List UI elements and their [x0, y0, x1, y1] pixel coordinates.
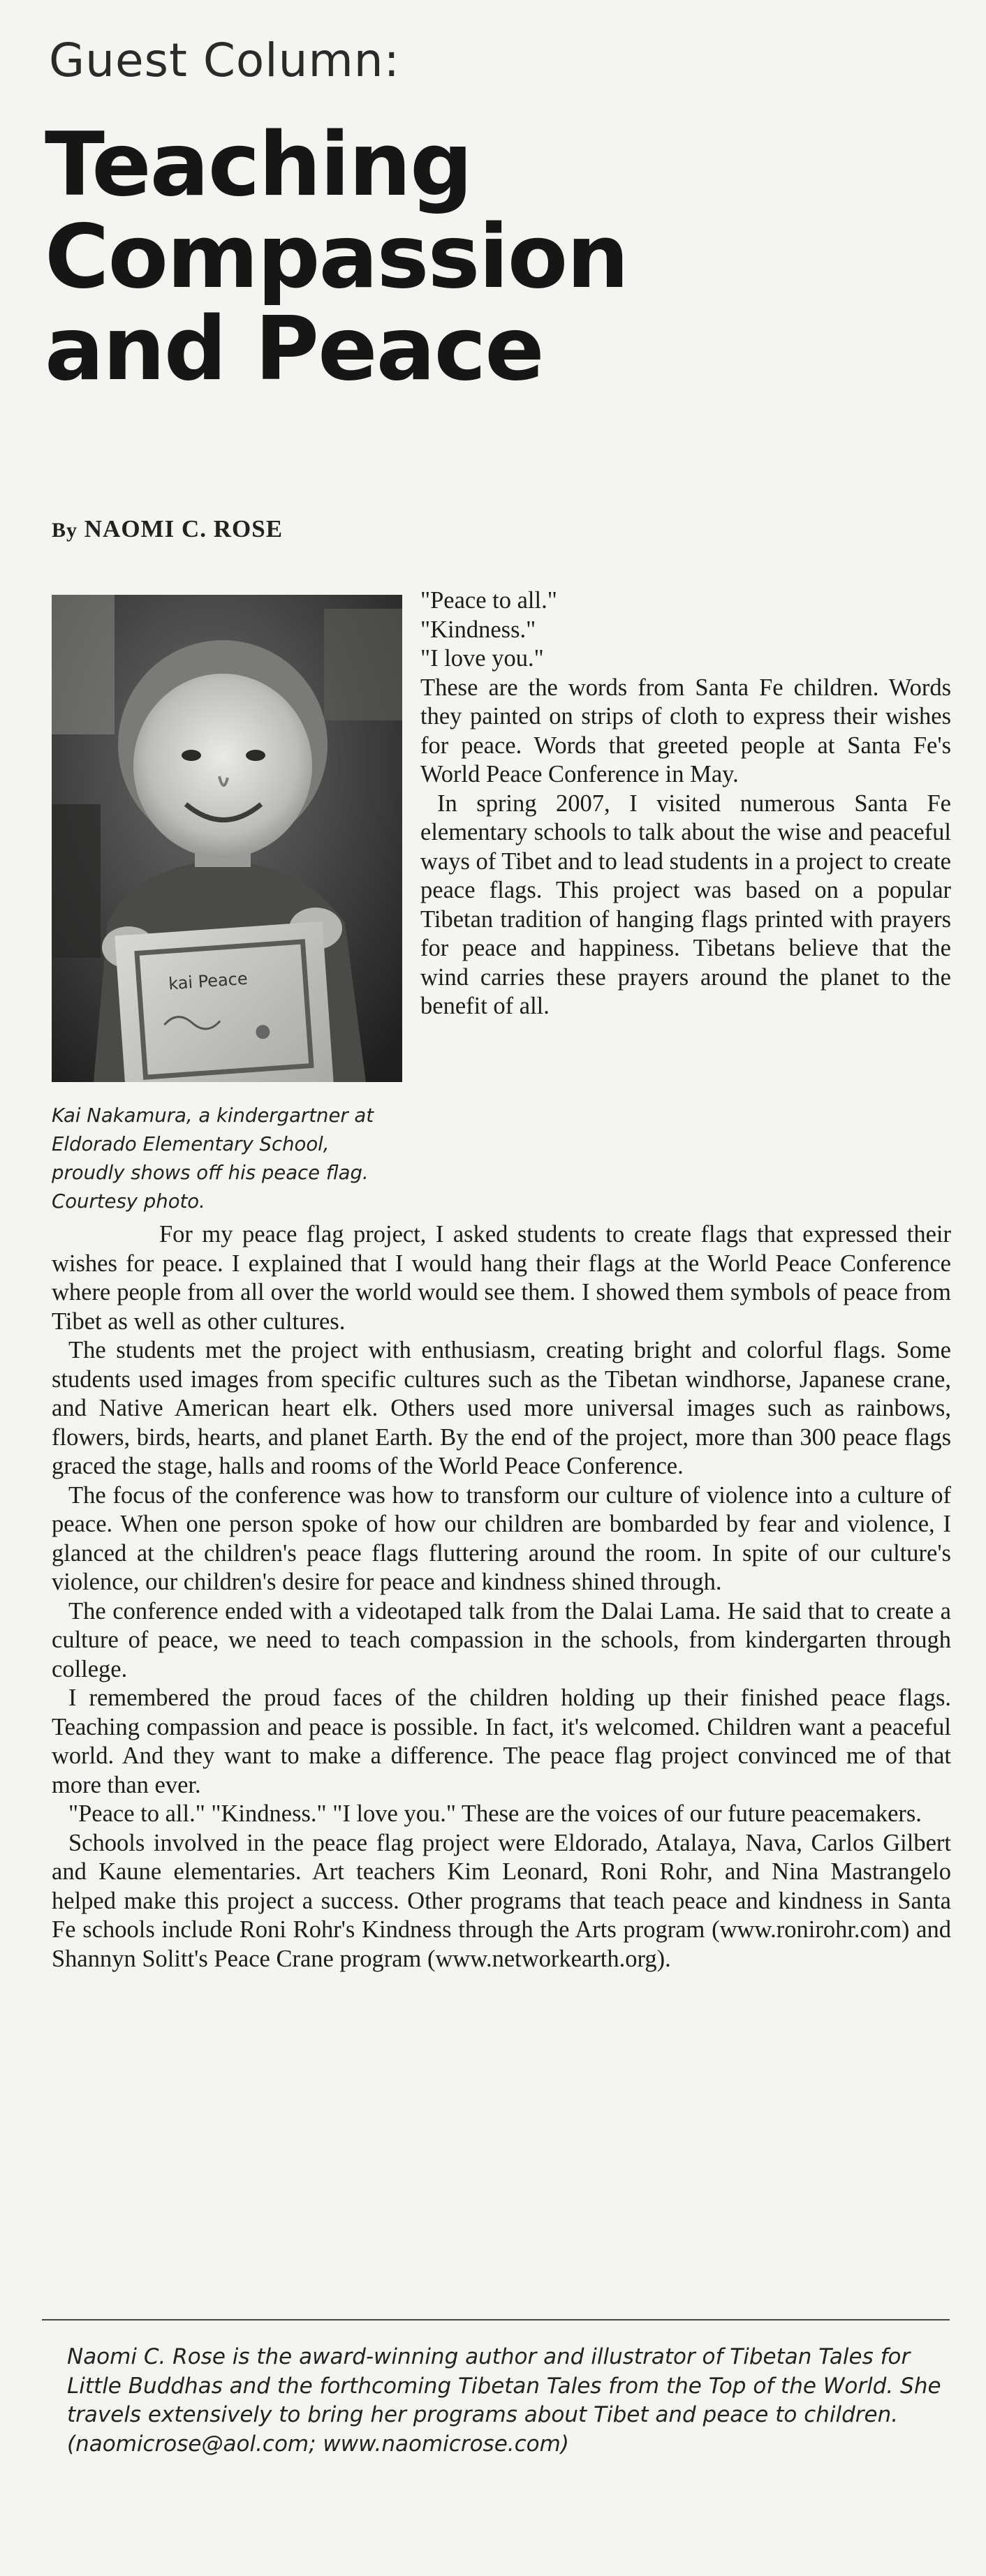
article-paragraph: The students met the project with enthusiasm, creating bright and colorful flags. Some students used images from specific cultures such as the Tibetan windhorse, Japanese crane, and Native American heart elk. Others used more universal images such as rainbows, flowers, birds, hearts, and planet Earth. By the end of the project, more than 300 peace flags graced the stage, halls and rooms of the World Peace Conference. [52, 1337, 951, 1479]
article-body [52, 1220, 951, 1974]
byline [52, 515, 283, 543]
article-paragraph: Schools involved in the peace flag project were Eldorado, Atalaya, Nava, Carlos Gilbert and Kaune elementaries. Art teachers Kim Leonard, Roni Rohr, and Nina Mastrangelo helped make this project a success. Other programs that teach peace and kindness in Santa Fe schools include Roni Rohr's Kindness through the Arts program (www.ronirohr.com) and Shannyn Solitt's Peace Crane program (www.networkearth.org). [52, 1829, 951, 1972]
article-paragraph: I remembered the proud faces of the children holding up their finished peace flags. Teaching compassion and peace is possible. In fact, it's welcomed. Children want a peaceful world. And they want to make a difference. The peace flag project convinced me of that more than ever. [52, 1685, 951, 1798]
column-kicker: Guest Column: [49, 34, 400, 87]
article-paragraph: "Peace to all." "Kindness." "I love you." These are the voices of our future peacemakers. [68, 1800, 922, 1827]
byline-author: NAOMI C. ROSE [84, 515, 284, 542]
article-paragraph: In spring 2007, I visited numerous Santa Fe elementary schools to talk about the wise and peaceful ways of Tibet and to lead students in a project to create peace flags. This project was based on a popular Tibetan tradition of hanging flags printed with prayers for peace and happiness. Tibetans believe that the wind carries these prayers around the planet to the benefit of all. [420, 790, 951, 1019]
quote-peace-to-all: "Peace to all." [420, 587, 557, 614]
article-column-top [420, 586, 951, 1021]
article-headline: Teaching Compassion and Peace [45, 113, 628, 400]
quote-kindness: "Kindness." [420, 616, 536, 643]
child-with-peace-flag-illustration [52, 595, 402, 1082]
byline-prefix: By [52, 519, 78, 542]
article-photo [52, 595, 402, 1082]
article-paragraph: The focus of the conference was how to transform our culture of violence into a culture of peace. When one person spoke of how our children are bombarded by fear and violence, I glanced at the children's peace flags fluttering around the room. In spite of our culture's violence, our children's desire for peace and kindness shined through. [52, 1481, 951, 1595]
photo-caption: Kai Nakamura, a kindergartner at Eldorado Elementary School, proudly shows off his peace flag. Courtesy photo. [52, 1104, 374, 1213]
quote-i-love-you: "I love you." [420, 645, 544, 672]
author-bio [67, 2343, 944, 2459]
article-paragraph: These are the words from Santa Fe children. Words they painted on strips of cloth to express their wishes for peace. Words that greeted people at Santa Fe's World Peace Conference in May. [420, 674, 951, 787]
divider-rule [42, 2319, 950, 2320]
author-bio-text: Naomi C. Rose is the award-winning author and illustrator of Tibetan Tales for Little Buddhas and the forthcoming Tibetan Tales from the Top of the World. She travels extensively to bring her programs about Tibet and peace to children. (naomicrose@aol.com; www.naomicrose.com) [67, 2344, 941, 2457]
article-paragraph: The conference ended with a videotaped talk from the Dalai Lama. He said that to create a culture of peace, we need to teach compassion in the schools, from kindergarten through college. [52, 1597, 951, 1682]
article-paragraph: For my peace flag project, I asked students to create flags that expressed their wishes for peace. I explained that I would hang their flags at the World Peace Conference where people from all over the world would see them. I showed them symbols of peace from Tibet as well as other cultures. [52, 1221, 951, 1335]
flag-handwriting: kai Peace [168, 968, 249, 994]
